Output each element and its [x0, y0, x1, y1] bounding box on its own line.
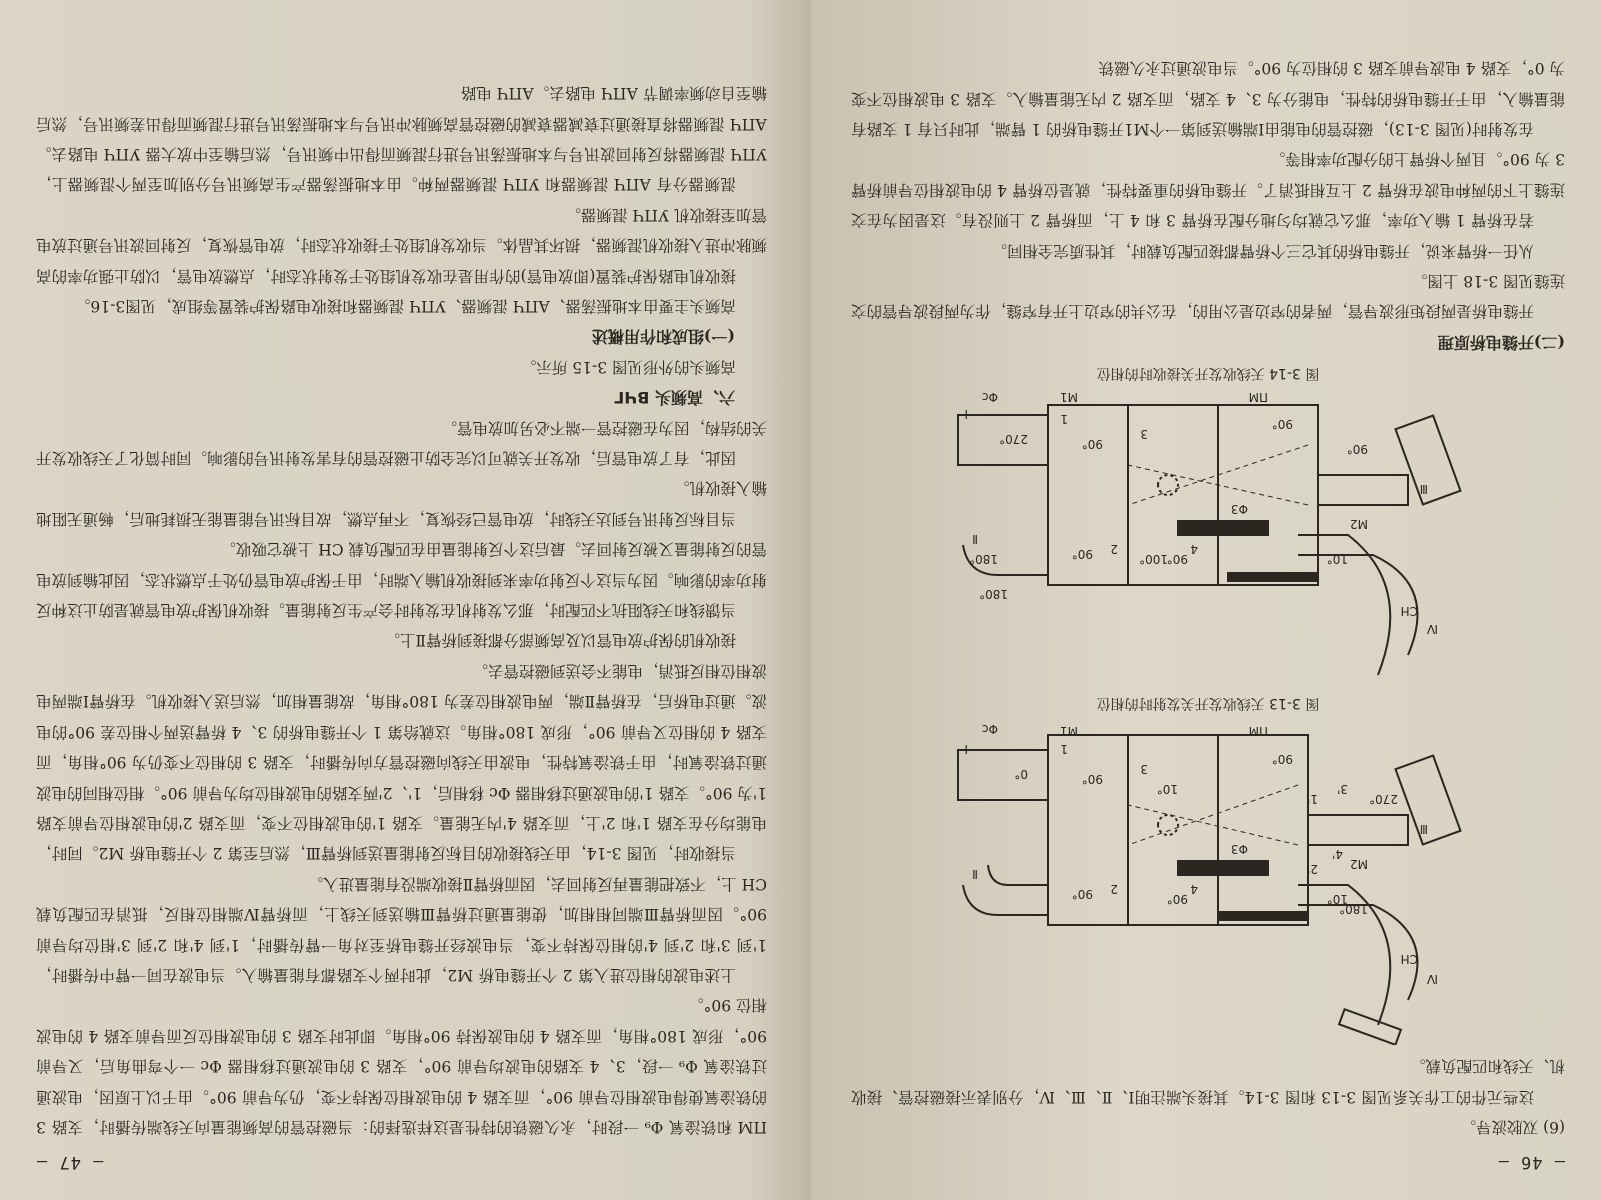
right-paragraph-4: 接收机的保护放电管以及高频部分都接到桥臂Ⅱ上。: [384, 631, 736, 650]
fig2-label-phic: Φc: [981, 389, 998, 404]
fig1-label-phi3: Φ3: [1230, 841, 1248, 856]
left-paragraph-3: 若在桥臂 1 输入功率，那么它就均匀地分配在桥臂 3 和 4 上，而桥臂 2 上则没有。这是因为在交连缝上下的两种电波在桥臂 2 上互相抵消了。开缝电桥的重要特性，就是位桥臂 4 的电波相位导前桥臂 3 为 90°。且两个桥臂上的分配功率相等。: [851, 150, 1565, 230]
fig2-label-a90d: 90°: [1271, 416, 1293, 431]
fig1-label-a90b: 90°: [1071, 886, 1093, 901]
fig1-label-n3: 3: [1140, 761, 1148, 776]
fig1-label-M2: M2: [1350, 856, 1368, 871]
sub-paragraph-3: 混频器分有 АПЧ 混频器和 УПЧ 混频器两种。由本地振荡器产生高频讯号分别加至两个混频器上，УПЧ 混频器将反射回波讯号与本地振荡讯号进行混频而得出中频讯号，然后输至中放大器 УПЧ 电路去。АПЧ 混频器将直接通过衰减器衰减的磁控管高频脉冲讯号与本地振荡讯号进行混频而得出差频讯号，然后输至自动频率调节 АПЧ 电路去。АПЧ 电路: [36, 84, 767, 194]
right-paragraph-2: 上述电波的相位进入第 2 个开缝电桥 M2，此时两个支路都有能量输入。当电波在同一臂中传播时，1'到 3'和 2'到 4'的相位保持不变，当电波经开缝电桥至对角一臂传播时，1'到 4'和 2'到 3'相位均导前 90°。因而桥臂Ⅲ端同相相加，使能量通过桥臂Ⅲ输送到天线上，而桥臂Ⅳ端相位相反，抵消在匹配负载 CH 上，不致把能量再反射回去，因而桥臂Ⅱ接收端没有能量进入。: [36, 874, 767, 984]
fig2-label-a180a: 180°: [969, 551, 998, 566]
left-paragraph-4: 在发射时(见图 3-13)，磁控管的电能由Ⅰ端输送到第一个M1开缝电桥的 1 臂端，此时只有 1 支路有能量输入，由于开缝电桥的特性，电能分为 3、4 支路，而支路 2 内无能量输入。支路 3 电波相位不变为 0°，支路 4 电波导前支路 3 的相位为 90°。当电波通过永久磁铁: [851, 59, 1565, 138]
fig2-label-CH: CH: [1400, 603, 1418, 618]
page-46: [811, 0, 1601, 1200]
fig2-label-a90c: 90°: [1166, 551, 1188, 566]
fig2-label-a90e: 90°: [1346, 441, 1368, 456]
fig2-label-n4: 4: [1190, 541, 1198, 556]
fig1-label-a90c: 90°: [1166, 891, 1188, 906]
fig1-label-a90a: 90°: [1081, 771, 1103, 786]
right-paragraph-5: 当馈线和天线阻抗不匹配时，那么发射机在发射时会产生反射能量。接收机保护放电管就是防止这种反射功率的影响。因为当这个反射功率来到接收机输入端时，由于保护放电管仍处于点燃状态，因此输到放电管的反射能量又被反射回去。最后这个反射能量由在匹配负载 CH 上被它吸收。: [36, 540, 767, 620]
left-paragraph-1: 开缝电桥是两段矩形波导管，两者的窄边是公用的，在公共的窄边上开有窄缝，作为两段波导管的交连缝见图 3-18 上图。: [851, 271, 1565, 321]
sub-paragraph-1: 高频头主要由本地振荡器、АПЧ 混频器、УПЧ 混频器和接收电路保护装置等组成，见图3-16。: [74, 297, 736, 316]
page-number-46: — 46 —: [1497, 1152, 1565, 1172]
fig1-label-a180: 180°: [1339, 901, 1368, 916]
fig1-label-PM: ПМ: [1248, 723, 1268, 738]
page-number-47: — 47 —: [36, 1152, 104, 1172]
fig1-label-n1p: 1': [1307, 791, 1318, 806]
fig1-label-n2: 2: [1110, 881, 1118, 896]
section-title-bridge: (二)开缝电桥原理: [1437, 332, 1565, 352]
left-paragraph-2: 从任一桥臂来说，开缝电桥的其它三个桥臂都接匹配负载时，其性质完全相同。: [991, 241, 1534, 260]
fig1-label-M1: M1: [1060, 723, 1078, 738]
right-paragraph-3: 当接收时，见图 3-14，由天线接收的目标反射能量送到桥臂Ⅲ，然后至第 2 个开缝电桥 M2。同时，电能均分在支路 1'和 2'上，而支路 4'内无能量。支路 1'的电波相位不变，而支路 2'的电波相位导前支路 1'为 90°。支路 1'的电波通过移相器 Φc 移相后，1'、2'两支路的电波相位均为导前 90°。相位相同的电波通过铁淦氧时，由于铁淦氧特性，电波由天线向磁控管方向传播时，支路 3 的相位不变仍为 90°相角，而支路 4 的相位又导前 90°，形成 180°相角。这就给第 1 个开缝电桥的 3、4 桥臂送两个相位差 90°的电波。通过电桥后，在桥臂Ⅱ端，两电波相位差为 180°相角，故能量相加，然后送入接收机。在桥臂Ⅰ端两电波相位相反抵消，电能不会送到磁控管去。: [36, 661, 767, 863]
fig1-label-II: Ⅱ: [972, 866, 978, 881]
fig2-label-IV: Ⅳ: [1426, 621, 1438, 636]
fig2-label-n1: 1: [1060, 411, 1068, 426]
fig2-label-a90a: 90°: [1081, 436, 1103, 451]
fig2-label-a90b: 90°: [1071, 546, 1093, 561]
fig2-label-III: Ⅲ: [1419, 481, 1428, 496]
figure-3-14-caption: 图 3-14 天线收发开关接收时的相位: [1096, 364, 1320, 381]
right-paragraph-6: 当目标反射讯号到达天线时，放电管已经恢复，不再点燃，故目标讯号能量能无损耗地后，畅通无阻地输入接收机。: [36, 479, 767, 528]
fig1-label-n2p: 2': [1307, 861, 1318, 876]
fig1-label-n4: 4: [1190, 881, 1198, 896]
intro-title: (6) 双胶波导。: [1460, 1118, 1565, 1136]
figure-3-13-caption: 图 3-13 天线收发开关发射时的相位: [1096, 694, 1320, 711]
sub-paragraph-2: 接收机电路保护装置(即放电管)的作用是在收发机组处于发射状态时，点燃放电管，以防止强功率的高频脉冲进入接收机混频器，损坏其晶体。当收发机组处于接收状态时，放电管恢复，反射回波讯号通过放电管加至接收机 УПЧ 混频器。: [36, 205, 767, 285]
fig1-label-CH: CH: [1400, 951, 1418, 966]
figure-3-13: [851, 691, 1565, 1045]
fig1-label-n3p: 3': [1337, 781, 1348, 796]
figure-3-13-diagram: [948, 715, 1468, 1045]
fig2-label-PM: ПМ: [1248, 389, 1268, 404]
section-intro: 高频头的外形见图 3-15 所示。: [520, 357, 736, 376]
fig2-label-n3: 3: [1140, 426, 1148, 441]
intro-text: 这些元件的工作关系见图 3-13 和图 3-14。其接头端注明Ⅰ、Ⅱ、Ⅲ、Ⅳ，分别表示接磁控管、接收机、天线和匹配负载。: [851, 1057, 1565, 1106]
fig2-label-phi3: Φ3: [1230, 501, 1248, 516]
fig2-label-a100: 100°: [1139, 551, 1168, 566]
section-title-hf-head: 六、高频头 ВЧГ: [614, 388, 735, 408]
fig1-label-phic: Φc: [981, 721, 998, 736]
fig1-label-a10b: 10°: [1326, 891, 1348, 906]
fig2-label-a10: 10°: [1326, 551, 1348, 566]
fig2-label-I: Ⅰ: [964, 406, 968, 421]
fig1-label-n4p: 4': [1332, 846, 1343, 861]
fig1-label-I: Ⅰ: [964, 741, 968, 756]
fig2-label-M1: M1: [1060, 389, 1078, 404]
fig1-label-n1: 1: [1060, 741, 1068, 756]
right-paragraph-1: ПМ 和铁淦氧 Φ₉ 一段时，永久磁铁的特性是这样选择的：当磁控管的高频能量向天线端传播时，支路 3 的铁淦氧使得电波相位导前 90°，而支路 4 的电波相位保持不变，仍为导前 90°。由于以上原因，电波通过铁淦氧 Φ₉ 一段，3、4 支路的电波均导前 90°，支路 3 的电波通过移相器 Φc 一个弯曲角后，又导前 90°，形成 180°相角，而支路 4 的电波保持 90°相角。即此时支路 3 的电波相位反而导前支路 4 的电波相位 90°。: [36, 996, 767, 1136]
figure-3-14-diagram: [948, 385, 1468, 685]
subsection-title: (一)组成和作用概述: [591, 327, 735, 347]
right-paragraph-7: 因此，有了放电管后，收发开关就可以完全防止磁控管的有害发射讯号的影响。同时简化了天线收发开关的结构，因为在磁控管一端不必另加放电管。: [36, 418, 767, 468]
fig2-label-II: Ⅱ: [972, 531, 978, 546]
fig1-label-a0: 0°: [1014, 766, 1028, 781]
fig2-label-n2: 2: [1110, 541, 1118, 556]
fig1-label-a10a: 10°: [1156, 781, 1178, 796]
fig2-label-M2: M2: [1350, 516, 1368, 531]
figure-3-14: [851, 361, 1565, 685]
fig1-label-IV: Ⅳ: [1426, 971, 1438, 986]
fig1-label-a90d: 90°: [1271, 751, 1293, 766]
fig2-label-a180b: 180°: [979, 586, 1008, 601]
fig2-label-a270: 270°: [999, 431, 1028, 446]
fig1-label-III: Ⅲ: [1419, 821, 1428, 836]
fig1-label-a270: 270°: [1369, 791, 1398, 806]
